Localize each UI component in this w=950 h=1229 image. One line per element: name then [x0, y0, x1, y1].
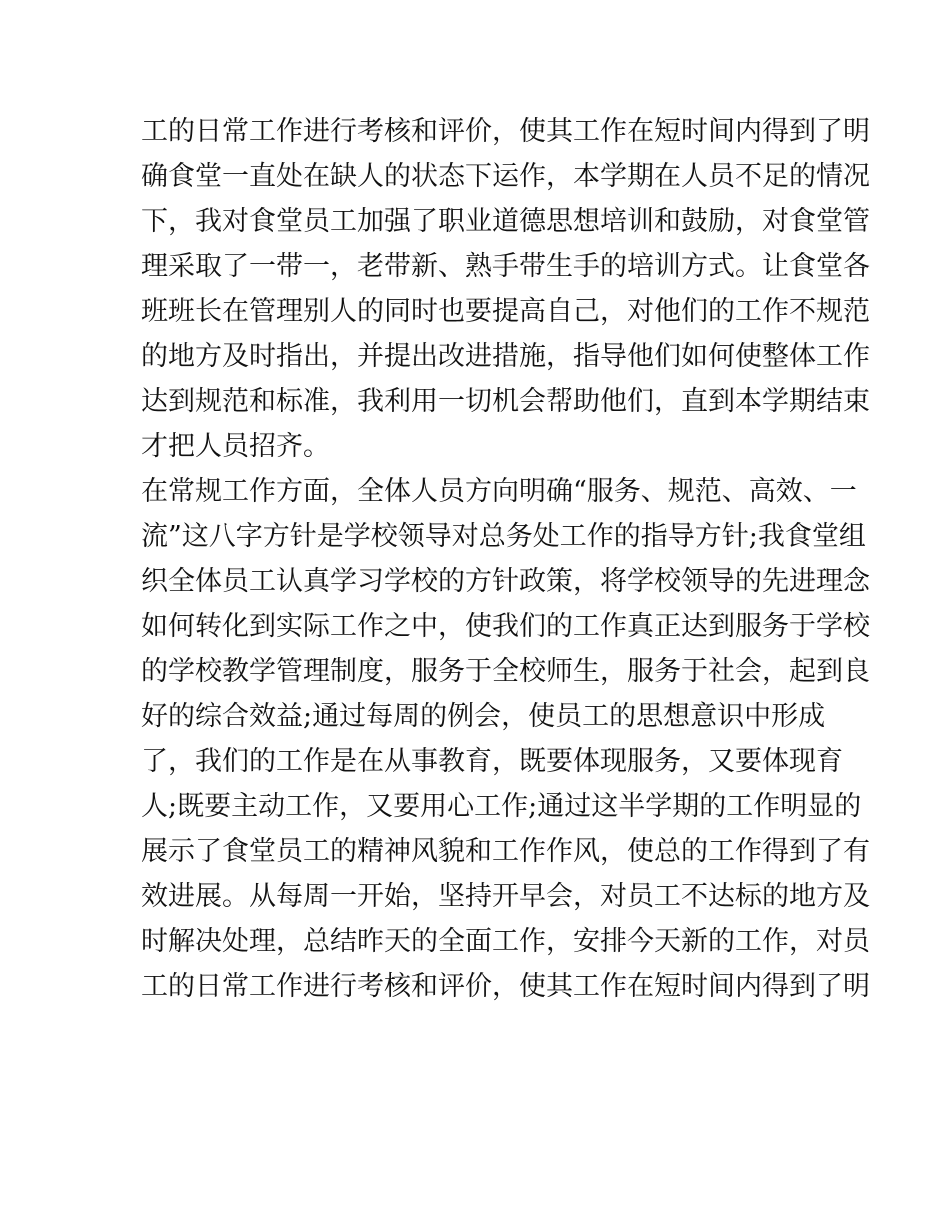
text-line: 效进展。从每周一开始，坚持开早会，对员工不达标的地方及: [141, 881, 870, 912]
text-line: 工的日常工作进行考核和评价，使其工作在短时间内得到了明: [141, 116, 870, 147]
text-line: 展示了食堂员工的精神风貌和工作作风，使总的工作得到了有: [141, 836, 870, 867]
text-line: 工的日常工作进行考核和评价，使其工作在短时间内得到了明: [141, 971, 870, 1002]
text-line: 下，我对食堂员工加强了职业道德思想培训和鼓励，对食堂管: [141, 206, 870, 237]
text-line: 时解决处理，总结昨天的全面工作，安排今天新的工作，对员: [141, 926, 870, 957]
text-line: 班班长在管理别人的同时也要提高自己，对他们的工作不规范: [141, 296, 870, 327]
text-line: 的地方及时指出，并提出改进措施，指导他们如何使整体工作: [141, 341, 870, 372]
text-line: 确食堂一直处在缺人的状态下运作，本学期在人员不足的情况: [141, 161, 870, 192]
text-line: 了，我们的工作是在从事教育，既要体现服务，又要体现育: [141, 746, 843, 777]
text-line: 理采取了一带一，老带新、熟手带生手的培训方式。让食堂各: [141, 251, 870, 282]
text-line: 如何转化到实际工作之中，使我们的工作真正达到服务于学校: [141, 611, 870, 642]
text-line: 人;既要主动工作，又要用心工作;通过这半学期的工作明显的: [141, 791, 862, 822]
text-line: 达到规范和标准，我利用一切机会帮助他们，直到本学期结束: [141, 386, 870, 417]
text-line: 的学校教学管理制度，服务于全校师生，服务于社会，起到良: [141, 656, 870, 687]
text-line: 才把人员招齐。: [141, 431, 330, 462]
text-line: 织全体员工认真学习学校的方针政策，将学校领导的先进理念: [141, 566, 870, 597]
text-line: 好的综合效益;通过每周的例会，使员工的思想意识中形成: [141, 701, 826, 732]
text-line: 流”这八字方针是学校领导对总务处工作的指导方针;我食堂组: [141, 521, 866, 552]
body-text: [141, 109, 870, 1009]
text-line: 在常规工作方面，全体人员方向明确“服务、规范、高效、一: [141, 476, 857, 507]
